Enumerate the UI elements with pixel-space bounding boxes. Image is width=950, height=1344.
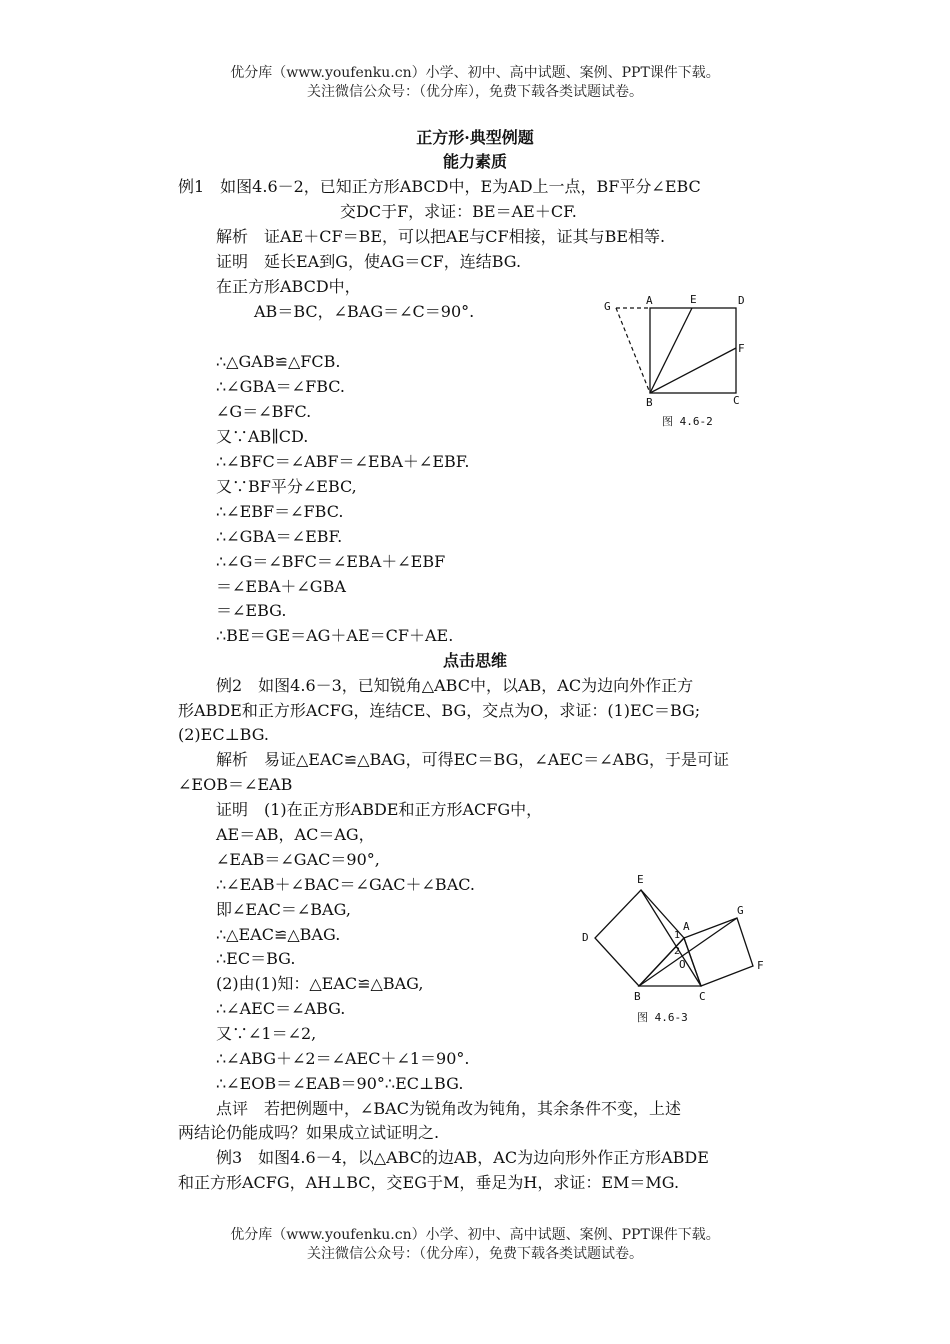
segment-ec [641, 890, 701, 986]
ex1-line-10: 又∵AB∥CD. [216, 427, 309, 446]
header-line-2: 关注微信公众号：（优分库），免费下载各类试题试卷。 [307, 84, 643, 100]
page-title: 正方形·典型例题 [416, 128, 534, 147]
ex1-line-15: ∴∠G＝∠BFC＝∠EBA＋∠EBF [216, 552, 446, 571]
label-f: F [757, 959, 764, 972]
ex2-line-13: (2)由(1)知：△EAC≌△BAG, [216, 974, 424, 993]
ex2-line-12: ∴EC＝BG. [216, 949, 296, 968]
figure-4-6-3 [575, 868, 775, 1028]
ex2-line-1: 例2 如图4.6－3，已知锐角△ABC中，以AB，AC为边向外作正方 [216, 676, 694, 695]
ex1-line-12: 又∵BF平分∠EBC, [216, 477, 357, 496]
ex2-line-11: ∴△EAC≌△BAG. [216, 925, 341, 944]
footer-line-2: 关注微信公众号：（优分库），免费下载各类试题试卷。 [307, 1246, 643, 1262]
ex1-line-13: ∴∠EBF＝∠FBC. [216, 502, 344, 521]
ex1-line-11: ∴∠BFC＝∠ABF＝∠EBA＋∠EBF. [216, 452, 470, 471]
label-d: D [582, 931, 589, 944]
ex1-line-18: ∴BE＝GE＝AG＋AE＝CF＋AE. [216, 626, 454, 645]
ex1-line-8: ∴∠GBA＝∠FBC. [216, 377, 346, 396]
ex2-line-2: 形ABDE和正方形ACFG，连结CE、BG，交点为O，求证：(1)EC＝BG; [178, 701, 701, 720]
label-g: G [604, 300, 611, 313]
ex3-line-2: 和正方形ACFG，AH⊥BC，交EG于M，垂足为H，求证：EM＝MG. [178, 1173, 680, 1192]
ex2-line-16: ∴∠ABG＋∠2＝∠AEC＋∠1＝90°. [216, 1049, 470, 1068]
ex2-comment: 点评 若把例题中，∠BAC为锐角改为钝角，其余条件不变，上述 [216, 1099, 681, 1118]
ex2-line-9: ∴∠EAB＋∠BAC＝∠GAC＋∠BAC. [216, 875, 476, 894]
page-footer [0, 1226, 950, 1264]
label-b: B [646, 396, 653, 409]
label-d: D [738, 294, 745, 307]
ex2-analysis: 解析 易证△EAC≌△BAG，可得EC＝BG，∠AEC＝∠ABG，于是可证 [216, 750, 730, 769]
figure-caption-4-6-3: 图 4.6-3 [637, 1011, 688, 1024]
label-angle-2: 2 [674, 946, 681, 957]
ex2-line-14: ∴∠AEC＝∠ABG. [216, 999, 346, 1018]
ex1-line-7: ∴△GAB≌△FCB. [216, 352, 341, 371]
ex1-proof-start: 证明 延长EA到G，使AG＝CF，连结BG. [216, 252, 522, 271]
ex2-line-3: (2)EC⊥BG. [178, 725, 269, 744]
ex2-line-7: AE＝AB，AC＝AG， [216, 825, 375, 844]
ex1-line-9: ∠G＝∠BFC. [216, 402, 312, 421]
section-title-ability: 能力素质 [442, 152, 507, 171]
label-e: E [637, 873, 644, 886]
ex1-line-14: ∴∠GBA＝∠EBF. [216, 527, 343, 546]
segment-gb-dashed [616, 308, 650, 393]
segment-bf [650, 348, 736, 393]
ex2-proof-start: 证明 (1)在正方形ABDE和正方形ACFG中， [216, 800, 543, 819]
ex2-line-10: 即∠EAC＝∠BAG, [216, 900, 351, 919]
figure-caption-4-6-2: 图 4.6-2 [662, 415, 713, 428]
ex1-line-6: AB＝BC，∠BAG＝∠C＝90°. [254, 302, 475, 321]
ex2-line-19: 两结论仍能成吗？如果成立试证明之. [178, 1123, 440, 1142]
ex2-line-15: 又∵∠1＝∠2, [216, 1024, 317, 1043]
square-abcd [650, 308, 736, 393]
label-g: G [737, 904, 744, 917]
ex1-line-17: ＝∠EBG. [216, 601, 287, 620]
ex1-line-2: 交DC于F，求证：BE＝AE＋CF. [340, 202, 577, 221]
label-b: B [634, 990, 641, 1003]
label-angle-1: 1 [674, 930, 681, 941]
label-f: F [738, 342, 745, 355]
page-header [0, 64, 950, 102]
figure-4-6-2 [600, 290, 760, 440]
section-title-thinking: 点击思维 [442, 651, 507, 670]
ex1-analysis: 解析 证AE＋CF＝BE，可以把AE与CF相接，证其与BE相等. [216, 227, 666, 246]
ex1-line-5: 在正方形ABCD中， [216, 277, 361, 296]
ex2-line-17: ∴∠EOB＝∠EAB＝90°∴EC⊥BG. [216, 1074, 464, 1093]
ex2-line-8: ∠EAB＝∠GAC＝90°, [216, 850, 380, 869]
label-a: A [646, 294, 653, 307]
footer-line-1: 优分库（www.youfenku.cn）小学、初中、高中试题、案例、PPT课件下载。 [230, 1227, 720, 1243]
label-o: O [679, 958, 686, 971]
label-c: C [699, 990, 706, 1003]
header-line-1: 优分库（www.youfenku.cn）小学、初中、高中试题、案例、PPT课件下载。 [230, 65, 720, 81]
ex3-line-1: 例3 如图4.6－4，以△ABC的边AB，AC为边向形外作正方形ABDE [216, 1148, 709, 1167]
label-c: C [733, 394, 740, 407]
label-a: A [683, 920, 690, 933]
ex2-line-5: ∠EOB＝∠EAB [178, 775, 293, 794]
label-e: E [690, 293, 697, 306]
ex1-line-16: ＝∠EBA＋∠GBA [216, 577, 346, 596]
ex1-line-1: 例1 如图4.6－2，已知正方形ABCD中，E为AD上一点，BF平分∠EBC [178, 177, 701, 196]
segment-be [650, 308, 692, 393]
